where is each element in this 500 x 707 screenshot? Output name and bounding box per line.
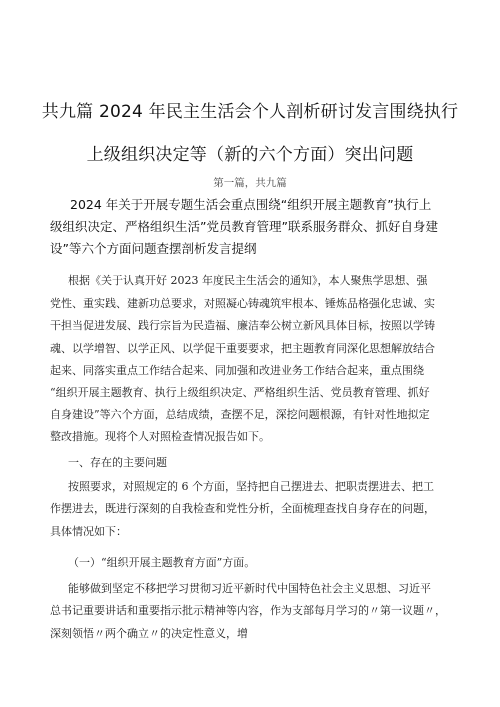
paragraph-line: 按照要求，对照规定的 6 个方面，坚持把自己摆进去、把职责摆进去、把工 bbox=[68, 480, 434, 493]
paragraph-line: 自身建设”等六个方面，总结成绩，查摆不足，深挖问题根源，有针对性地拟定 bbox=[50, 408, 430, 421]
heading-line: 级组织决定、严格组织生活”党员教育管理”联系服务群众、抓好自身建 bbox=[50, 219, 438, 234]
paragraph-line: 总书记重要讲话和重要指示批示精神等内容，作为支部每月学习的〃第一议题〃， bbox=[50, 604, 446, 617]
paragraph-line: 干担当促进发展、践行宗旨为民造福、廉洁奉公树立新风具体目标，按照以学铸 bbox=[50, 319, 435, 332]
paragraph-line: 魂、以学增智、以学正风、以学促干重要要求，把主题教育同深化思想解放结合 bbox=[50, 342, 435, 355]
paragraph-line: 起来、同落实重点工作结合起来、同加强和改进业务工作结合起来，重点围绕 bbox=[50, 364, 424, 377]
subsection-heading: （一）“组织开展主题教育方面”方面。 bbox=[68, 556, 256, 569]
paragraph-line: 能够做到坚定不移把学习贯彻习近平新时代中国特色社会主义思想、习近平 bbox=[68, 582, 431, 595]
paragraph-line: 根据《关于认真开好 2023 年度民主生活会的通知》，本人聚焦学思想、强 bbox=[68, 274, 428, 287]
paragraph-line: 作摆进去，既进行深刻的自我检查和党性分析，全面梳理查找自身存在的问题， bbox=[50, 502, 435, 515]
document-title-line-1: 共九篇 2024 年民主生活会个人剖析研讨发言围绕执行 bbox=[41, 102, 459, 122]
paragraph-line: 深刻领悟〃两个确立〃的决定性意义，增 bbox=[50, 627, 248, 640]
heading-line: 设”等六个方面问题查摆剖析发言提纲 bbox=[50, 241, 257, 256]
paragraph-line: 党性、重实践、建新功总要求，对照凝心铸魂筑牢根本、锤炼品格强化忠诚、实 bbox=[50, 297, 435, 310]
heading-line: 2024 年关于开展专题生活会重点围绕“组织开展主题教育”执行上 bbox=[70, 197, 432, 212]
document-title-line-2: 上级组织决定等（新的六个方面）突出问题 bbox=[86, 145, 414, 165]
part-label: 第一篇，共九篇 bbox=[213, 177, 287, 189]
section-heading: 一、存在的主要问题 bbox=[68, 456, 167, 469]
paragraph-line: 具体情况如下： bbox=[50, 525, 127, 538]
paragraph-line: “组织开展主题教育、执行上级组织决定、严格组织生活、党员教育管理、抓好 bbox=[50, 386, 430, 399]
paragraph-line: 整改措施。现将个人对照检查情况报告如下。 bbox=[50, 430, 270, 443]
